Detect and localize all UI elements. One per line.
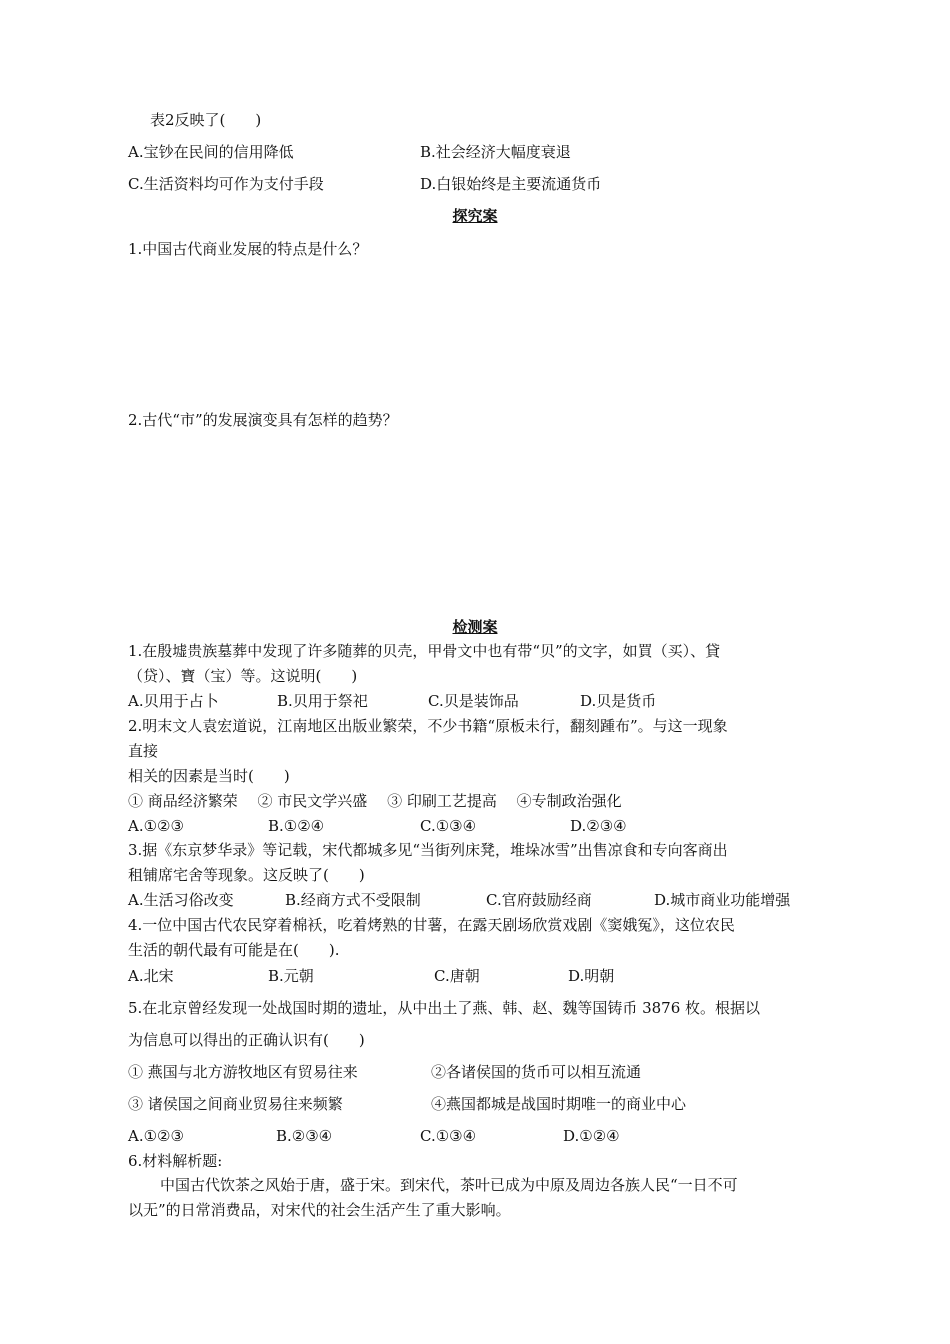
q4-option-a: A.北宋 bbox=[128, 967, 174, 985]
q1-option-b: B.贝用于祭祀 bbox=[277, 692, 368, 710]
q3-line-2: 租铺席宅舍等现象。这反映了( ) bbox=[128, 866, 365, 884]
question-stem: 表2反映了( ) bbox=[150, 111, 262, 129]
q3-option-a: A.生活习俗改变 bbox=[128, 891, 234, 909]
q6-para-2: 以无”的日常消费品，对宋代的社会生活产生了重大影响。 bbox=[128, 1201, 511, 1219]
explore-question-2: 2.古代“市”的发展演变具有怎样的趋势？ bbox=[128, 411, 398, 429]
q6-line-1: 6.材料解析题: bbox=[128, 1152, 223, 1170]
q5-item-4: ④燕国都城是战国时期唯一的商业中心 bbox=[431, 1095, 687, 1113]
q5-line-2: 为信息可以得出的正确认识有( ) bbox=[128, 1031, 365, 1049]
q4-option-c: C.唐朝 bbox=[434, 967, 480, 985]
q5-option-d: D.①②④ bbox=[563, 1127, 620, 1145]
test-heading: 检测案 bbox=[452, 618, 498, 636]
q2-line-1: 2.明末文人袁宏道说，江南地区出版业繁荣，不少书籍“原板未行，翻刻踵布”。与这一现象 bbox=[128, 717, 728, 735]
q1-line-1: 1.在殷墟贵族墓葬中发现了许多随葬的贝壳，甲骨文中也有带“贝”的文字，如買（买）、貸 bbox=[128, 642, 721, 660]
q5-option-b: B.②③④ bbox=[276, 1127, 333, 1145]
q2-option-d: D.②③④ bbox=[570, 817, 627, 835]
q5-item-1: ① 燕国与北方游牧地区有贸易往来 bbox=[128, 1063, 358, 1081]
q5-line-1: 5.在北京曾经发现一处战国时期的遗址，从中出土了燕、韩、赵、魏等国铸币 3876 枚。根据以 bbox=[128, 999, 761, 1017]
q4-option-d: D.明朝 bbox=[568, 967, 615, 985]
q1-option-a: A.贝用于占卜 bbox=[128, 692, 219, 710]
q2-option-a: A.①②③ bbox=[128, 817, 184, 835]
explore-question-1: 1.中国古代商业发展的特点是什么？ bbox=[128, 240, 368, 258]
q3-option-d: D.城市商业功能增强 bbox=[654, 891, 791, 909]
q5-item-2: ②各诸侯国的货币可以相互流通 bbox=[431, 1063, 642, 1081]
option-d: D.白银始终是主要流通货币 bbox=[420, 175, 602, 193]
q5-option-c: C.①③④ bbox=[420, 1127, 477, 1145]
q4-option-b: B.元朝 bbox=[268, 967, 314, 985]
q5-option-a: A.①②③ bbox=[128, 1127, 184, 1145]
q1-option-c: C.贝是装饰品 bbox=[428, 692, 519, 710]
q3-line-1: 3.据《东京梦华录》等记载，宋代都城多见“当街列床凳，堆垛冰雪”出售凉食和专向客商出 bbox=[128, 841, 728, 859]
q2-line-2: 直接 bbox=[128, 742, 159, 760]
option-a: A.宝钞在民间的信用降低 bbox=[128, 143, 294, 161]
q4-line-2: 生活的朝代最有可能是在( ). bbox=[128, 941, 340, 959]
q2-option-c: C.①③④ bbox=[420, 817, 477, 835]
q6-para-1: 中国古代饮茶之风始于唐，盛于宋。到宋代，茶叶已成为中原及周边各族人民“一日不可 bbox=[160, 1176, 738, 1194]
q1-option-d: D.贝是货币 bbox=[580, 692, 657, 710]
explore-heading: 探究案 bbox=[452, 207, 498, 225]
q1-line-2: （贷）、寶（宝）等。这说明( ) bbox=[128, 667, 358, 685]
q2-line-3: 相关的因素是当时( ) bbox=[128, 767, 290, 785]
option-c: C.生活资料均可作为支付手段 bbox=[128, 175, 324, 193]
q3-option-b: B.经商方式不受限制 bbox=[285, 891, 421, 909]
q2-items: ① 商品经济繁荣 ② 市民文学兴盛 ③ 印刷工艺提高 ④专制政治强化 bbox=[128, 792, 622, 810]
q2-option-b: B.①②④ bbox=[268, 817, 325, 835]
option-b: B.社会经济大幅度衰退 bbox=[420, 143, 571, 161]
q3-option-c: C.官府鼓励经商 bbox=[486, 891, 592, 909]
q4-line-1: 4.一位中国古代农民穿着棉袄，吃着烤熟的甘薯，在露天剧场欣赏戏剧《窦娥冤》，这位农民 bbox=[128, 916, 735, 934]
q5-item-3: ③ 诸侯国之间商业贸易往来频繁 bbox=[128, 1095, 343, 1113]
